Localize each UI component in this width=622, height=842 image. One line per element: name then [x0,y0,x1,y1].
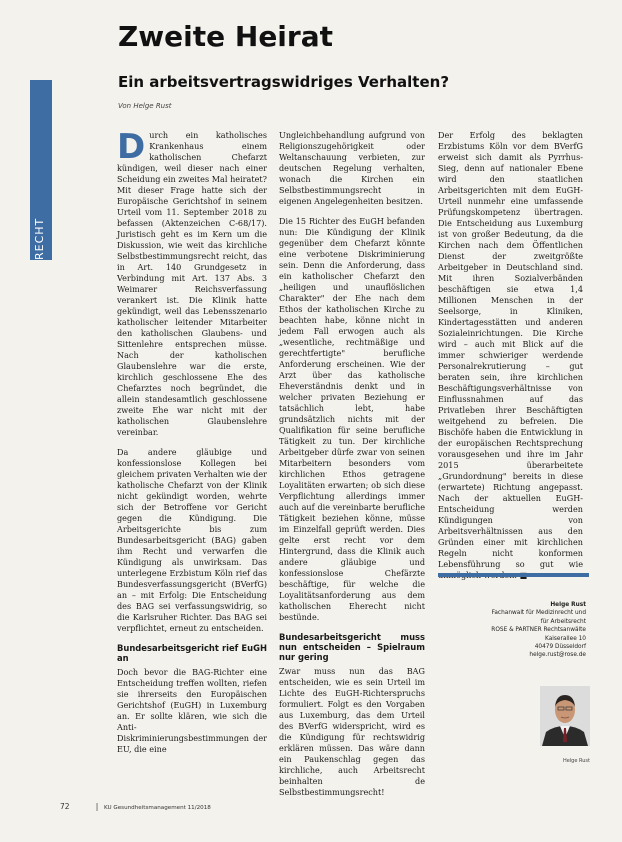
paragraph [438,130,583,581]
article-subtitle: Ein arbeitsvertragswidriges Verhalten? [118,73,450,91]
paragraph: Die 15 Richter des EuGH befanden nun: Die Kündigung der Klinik gegenüber dem Chefarzt könnte eine verbotene Diskriminierung sein. Denn die Anforderung, dass ein katholischer Chefarzt den „heiligen und unauflöslichen Charakter" der Ehe nach dem Ethos der katholischen Kirche zu beachten habe, könne nicht in jedem Fall erwogen auch als „wesentliche, rechtmäßige und gerechtfertigte" berufliche Anforderung erscheinen. Wie der Arzt über das katholische Eheverständnis denkt und in welcher privaten Beziehung er tatsächlich lebt, habe grundsätzlich nichts mit der Qualifikation für seine berufliche Tätigkeit zu tun. Der kirchliche Arbeitgeber dürfe zwar von seinen Mitarbeitern besonders vom kirchlichen Ethos getragene Loyalitäten erwarten; ob sich diese Verpflichtung allerdings immer auch auf die vereinbarte berufliche Tätigkeit beziehen könne, müsse im Einzelfall geprüft werden. Dies gelte erst recht vor dem Hintergrund, dass die Klinik auch andere gläubige und konfessionslose Chefärzte beschäftige, für welche die Loyalitätsanforderung aus dem katholischen Eherecht nicht bestünde. [279,216,425,622]
paragraph: Da andere gläubige und konfessionslose Kollegen bei gleichem privaten Verhalten wie der katholische Chefarzt von der Klinik nicht gekündigt worden, wehrte sich der Betroffene vor Gericht gegen die Kündigung. Die Arbeitsgerichte bis zum Bundesarbeitsgericht (BAG) gaben ihm Recht und verwarfen die Kündigung als unwirksam. Das unterlegene Erzbistum Köln rief das Bundesverfassungsgericht (BVerfG) an – mit Erfolg: Die Entscheidung des BAG sei verfassungswidrig, so die Karlsruher Richter. Das BAG sei verpflichtet, erneut zu entscheiden. [117,447,267,633]
drop-cap: D [117,127,146,167]
paragraph-text: urch ein katholisches Krankenhaus einem katholischen Chefarzt kündigen, weil dieser nach einer Scheidung ein zweites Mal heiratet? Mit dieser Frage hatte sich der Europäische Gerichtshof in seinem Urteil vom 11. September 2018 zu befassen (Aktenzeichen C-68/17). Juristisch geht es im Kern um die Diskussion, wie weit das kirchliche Selbstbestimmungsrecht reicht, das in Art. 140 Grundgesetz in Verbindung mit Art. 137 Abs. 3 Weimarer Reichsverfassung verankert ist. Die Klinik hatte gekündigt, weil das Lebensszenario katholischer leitender Mitarbeiter den katholischen Glaubens- und Sittenlehre entsprechen müsse. Nach der katholischen Glaubenslehre war die erste, kirchlich geschlossene Ehe des Chefarztes noch begründet, die allein standesamtlich geschlossene zweite Ehe war nicht mit der katholischen Glaubenslehre vereinbar. [117,130,267,437]
photo-caption: Helge Rust [562,758,590,764]
author-city: 40479 Düsseldorf [534,644,586,651]
author-firm: ROSE & PARTNER Rechtsanwälte [491,627,586,634]
subheading: Bundesarbeitsgericht rief EuGH an [117,643,267,663]
author-title: Fachanwalt für Medizinrecht und [491,610,586,617]
page-number: 72 [60,802,70,811]
column-2 [279,130,425,807]
column-3 [438,130,583,590]
byline: Von Helge Rust [118,102,172,110]
paragraph-text: Der Erfolg des beklagten Erzbistums Köln vor dem BVerfG erweist sich damit als Pyrrhus-Sieg, denn auf nationaler Ebene wird den staatlichen Arbeitsgerichten mit dem EuGH-Urteil nunmehr eine umfassende Prüfungskompetenz übertragen. Die Entscheidung aus Luxemburg ist von großer Bedeutung, da die Kirchen nach dem Öffentlichen Dienst der zweitgrößte Arbeitgeber in Deutschland sind. Mit ihren Sozialverbänden beschäftigen sie etwa 1,4 Millionen Menschen in der Seelsorge, in Kliniken, Kindertagesstätten und anderen Sozialeinrichtungen. Die Kirche wird – auch mit Blick auf die immer schwieriger werdende Personalrekrutierung – gut beraten sein, ihre kirchlichen Beschäftigungsverhältnisse von Einflussnahmen auf das Privatleben ihrer Beschäftigten weitgehend zu befreien. Die Bischöfe haben die Entwicklung in der europäischen Rechtsprechung vorausgesehen und ihre im Jahr 2015 überarbeitete „Grundordnung" bereits in diese (erwartete) Richtung angepasst. Nach der aktuellen EuGH-Entscheidung werden Kündigungen von Arbeitsverhältnissen aus den Gründen einer mit kirchlichen Regeln nicht konformen Lebensführung so gut wie [438,130,583,569]
page-footer [60,802,211,811]
author-box [438,601,586,660]
column-1 [117,127,267,764]
paragraph: Ungleichbehandlung aufgrund von Religionszugehörigkeit oder Weltanschauung verbieten, zur deutschen Regelung verhalten, wonach die Kirchen ein Selbstbestimmungsrecht in eigenen Angelegenheiten besitzen. [279,130,425,206]
footer-separator: | [95,802,99,811]
author-divider [438,573,589,577]
author-title-2: für Arbeitsrecht [540,618,586,625]
author-email: helge.rust@rose.de [529,652,586,659]
paragraph [117,127,267,438]
subheading: Bundesarbeitsgericht muss nun entscheiden – Spielraum nur gering [279,632,425,662]
author-street: Kaiserallee 10 [545,635,586,642]
section-label: RECHT [33,217,46,260]
paragraph: Doch bevor die BAG-Richter eine Entscheidung treffen wollten, riefen sie ihrerseits den Europäischen Gerichtshof (EuGH) in Luxemburg an. Er sollte klären, wie sich die Anti-Diskriminierungsbestimmungen der EU, die eine [117,667,267,754]
section-tab [30,80,52,260]
article-title: Zweite Heirat [118,20,333,53]
paragraph: Zwar muss nun das BAG entscheiden, wie es sein Urteil im Lichte des EuGH-Richterspruchs formuliert. Folgt es den Vorgaben aus Luxemburg, das dem Urteil des BVerfG widerspricht, wird es die Kündigung für rechtswidrig erklären müssen. Das wäre dann ein Paukenschlag gegen das kirchliche, auch Arbeitsrecht beinhalten de Selbstbestimmungsrecht! [279,666,425,797]
author-photo [540,686,590,746]
publication-name: KU Gesundheitsmanagement 11/2018 [104,805,211,811]
author-name: Helge Rust [550,602,586,608]
portrait-image [540,686,590,746]
